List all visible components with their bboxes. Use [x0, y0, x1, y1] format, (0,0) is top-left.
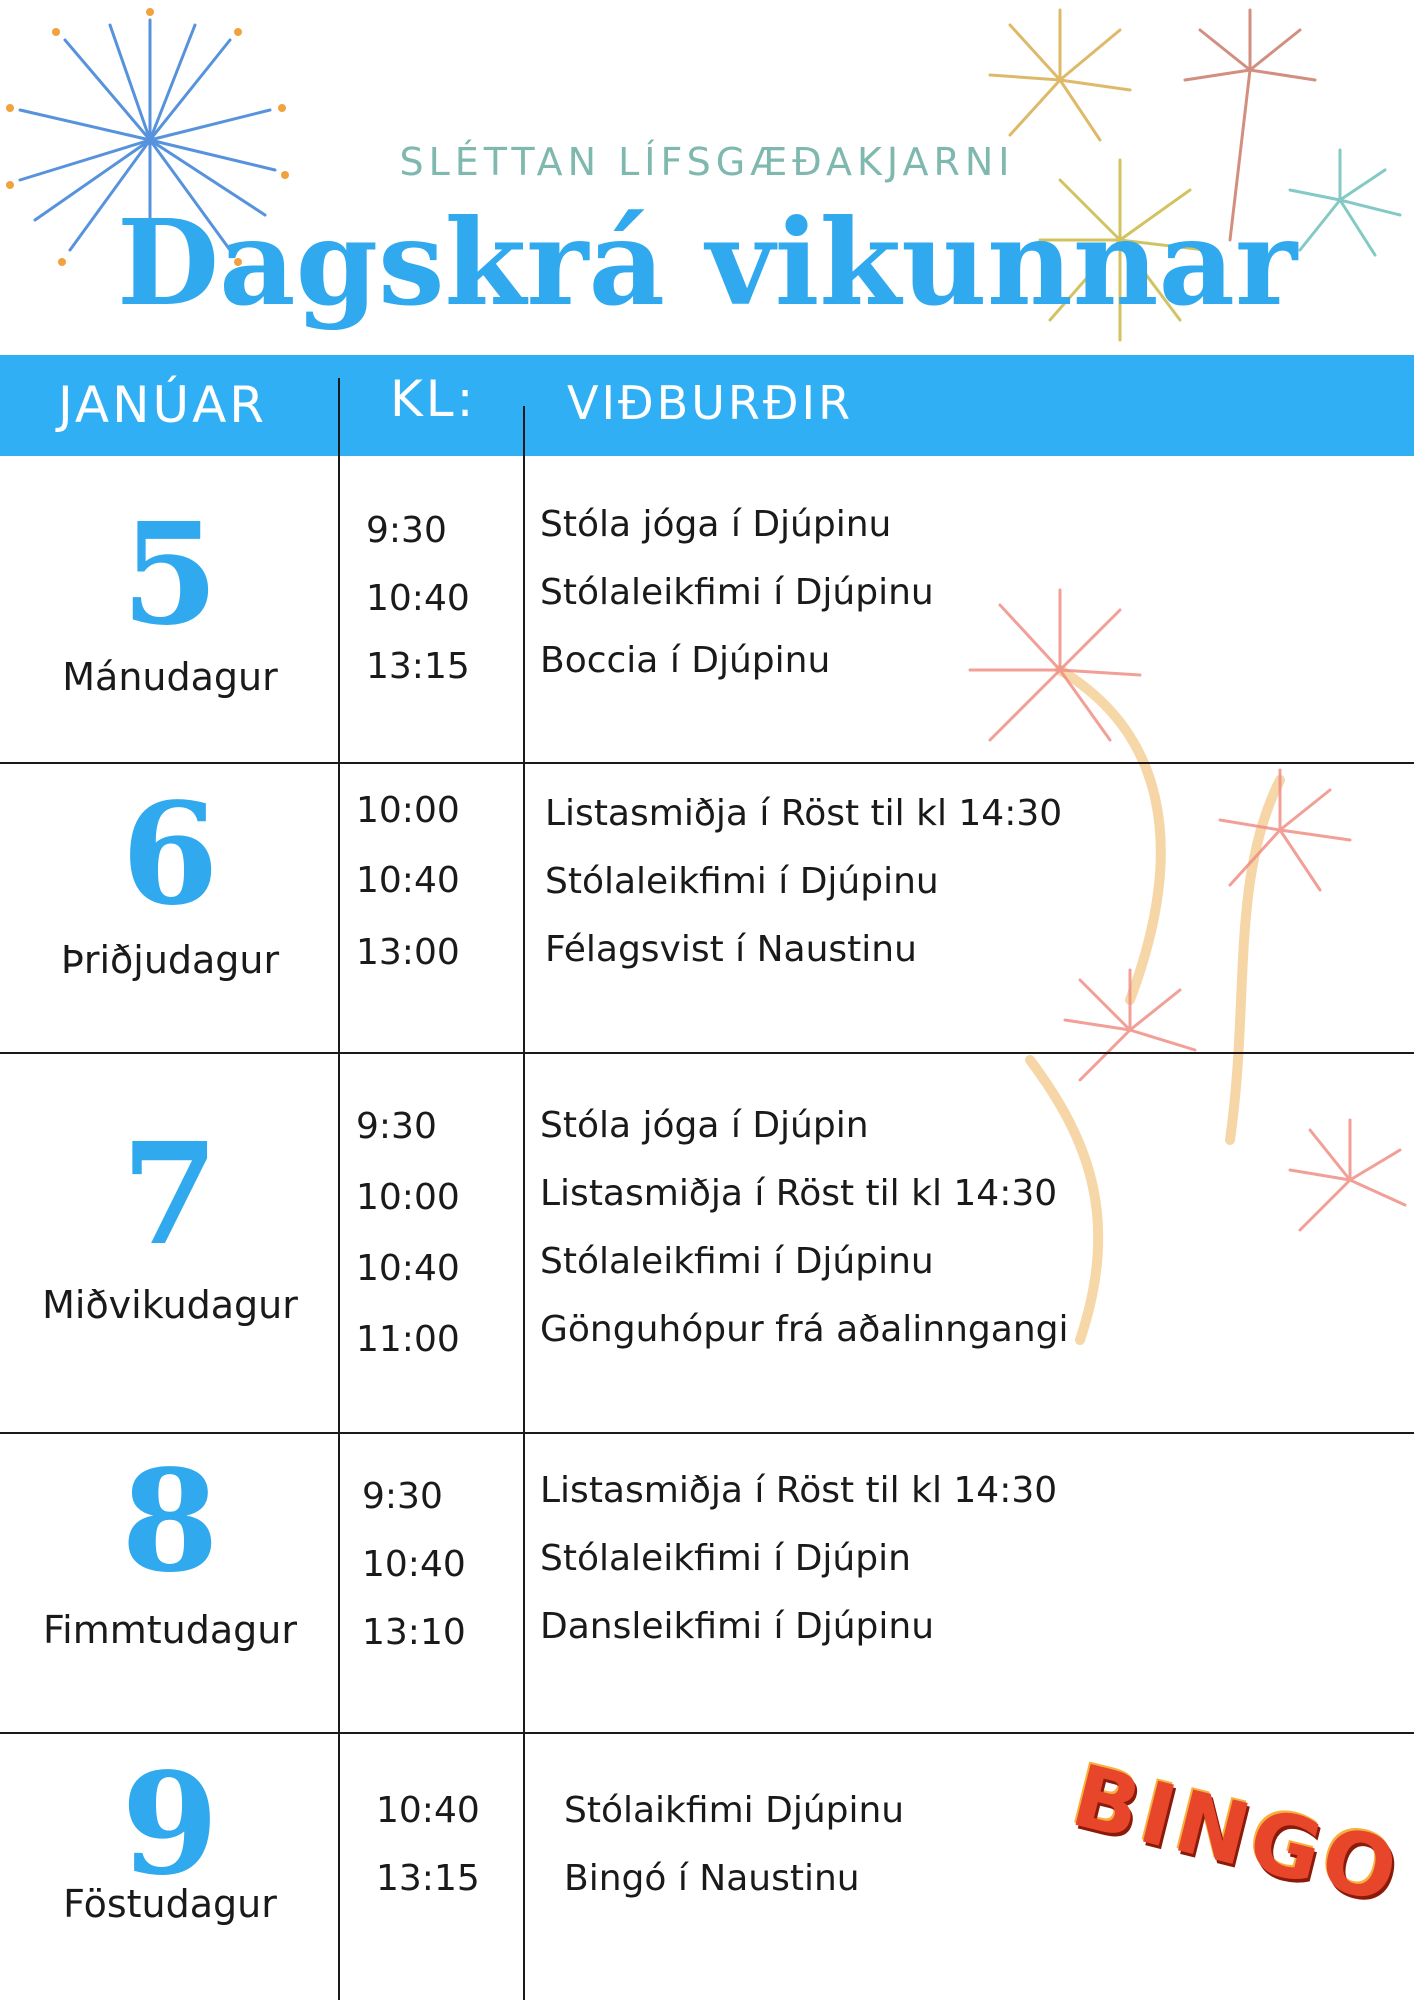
event-name: Listasmiðja í Röst til kl 14:30	[540, 1173, 1058, 1214]
event-name: Boccia í Djúpinu	[540, 640, 831, 681]
day-name: Fimmtudagur	[43, 1608, 297, 1652]
event-time: 10:00	[356, 1177, 460, 1218]
event-name: Stólaleikfimi í Djúpinu	[540, 1241, 934, 1282]
column-divider-2	[523, 406, 525, 2000]
event-time: 13:10	[362, 1612, 466, 1653]
event-time: 11:00	[356, 1319, 460, 1360]
event-time: 10:40	[362, 1544, 466, 1585]
event-name: Félagsvist í Naustinu	[545, 929, 917, 970]
day-number: 6	[121, 773, 219, 937]
event-time: 10:40	[356, 1248, 460, 1289]
page-title: Dagskrá vikunnar	[116, 193, 1298, 332]
column-header-events: VIÐBURÐIR	[567, 376, 854, 430]
event-name: Stólaikfimi Djúpinu	[564, 1790, 905, 1831]
event-time: 10:40	[376, 1790, 480, 1831]
row-divider	[0, 1432, 1414, 1434]
day-name: Mánudagur	[62, 655, 278, 699]
event-time: 10:40	[356, 860, 460, 901]
column-header-month: JANÚAR	[58, 376, 268, 434]
event-name: Stólaleikfimi í Djúpinu	[545, 861, 939, 902]
event-time: 9:30	[362, 1476, 443, 1517]
event-time: 10:00	[356, 790, 460, 831]
day-number: 9	[121, 1743, 219, 1907]
day-name: Miðvikudagur	[42, 1283, 298, 1327]
day-number: 7	[121, 1113, 219, 1277]
row-divider	[0, 1732, 1414, 1734]
day-number: 8	[121, 1440, 219, 1604]
event-time: 9:30	[366, 510, 447, 551]
event-time: 10:40	[366, 578, 470, 619]
day-name: Föstudagur	[63, 1882, 277, 1926]
event-name: Stólaleikfimi í Djúpinu	[540, 572, 934, 613]
day-number: 5	[121, 493, 219, 657]
event-name: Bingó í Naustinu	[564, 1858, 860, 1899]
column-header-time: KL:	[390, 370, 477, 428]
fireworks-pink-icon	[930, 580, 1414, 1360]
event-name: Stóla jóga í Djúpinu	[540, 504, 892, 545]
subtitle: SLÉTTAN LÍFSGÆÐAKJARNI	[399, 140, 1015, 184]
event-name: Stóla jóga í Djúpin	[540, 1105, 869, 1146]
row-divider	[0, 1052, 1414, 1054]
row-divider	[0, 762, 1414, 764]
event-name: Gönguhópur frá aðalinngangi	[540, 1309, 1069, 1350]
event-time: 13:15	[366, 646, 470, 687]
event-name: Stólaleikfimi í Djúpin	[540, 1538, 911, 1579]
day-name: Þriðjudagur	[60, 938, 280, 982]
event-name: Listasmiðja í Röst til kl 14:30	[545, 793, 1063, 834]
event-time: 9:30	[356, 1106, 437, 1147]
event-name: Dansleikfimi í Djúpinu	[540, 1606, 935, 1647]
event-time: 13:15	[376, 1858, 480, 1899]
event-name: Listasmiðja í Röst til kl 14:30	[540, 1470, 1058, 1511]
event-time: 13:00	[356, 932, 460, 973]
bingo-sign-icon: BINGO	[1062, 1746, 1411, 1924]
